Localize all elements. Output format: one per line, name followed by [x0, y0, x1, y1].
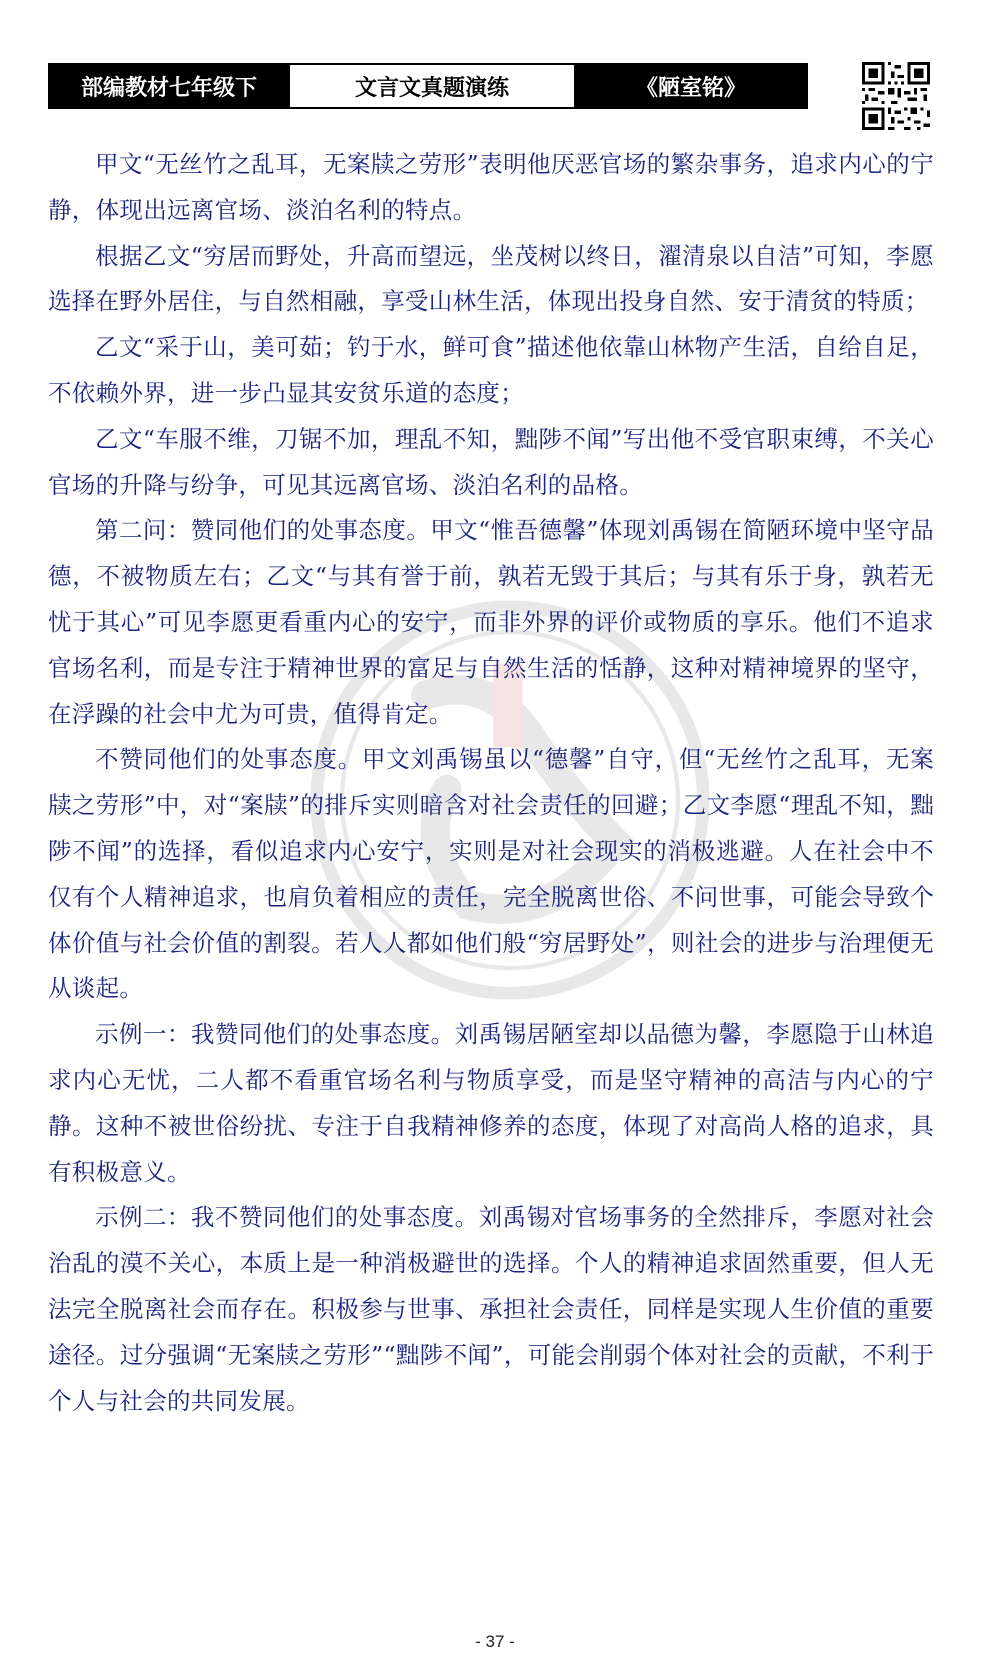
paragraph-2: 根据乙文“穷居而野处，升高而望远，坐茂树以终日，濯清泉以自洁”可知，李愿选择在野外居住，与自然相融，享受山林生活，体现出投身自然、安于清贫的特质； [48, 241, 934, 316]
page-number: - 37 - [475, 1632, 515, 1651]
paragraph-7: 示例一：我赞同他们的处事态度。刘禹锡居陋室却以品德为馨，李愿隐于山林追求内心无忧，二人都不看重官场名利与物质享受，而是坚守精神的高洁与内心的宁静。这种不被世俗纷扰、专注于自我精神修养的态度，体现了对高尚人格的追求，具有积极意义。 [48, 1020, 934, 1186]
header-lesson-title: 《陋室铭》 [576, 65, 806, 107]
paragraph-3: 乙文“采于山，美可茹；钓于水，鲜可食”描述他依靠山林物产生活，自给自足，不依赖外界，进一步凸显其安贫乐道的态度； [48, 333, 934, 407]
qr-code-icon [862, 62, 930, 130]
header-grade-label: 部编教材七年级下 [50, 65, 288, 107]
paragraph-4: 乙文“车服不维，刀锯不加，理乱不知，黜陟不闻”写出他不受官职束缚，不关心官场的升降与纷争，可见其远离官场、淡泊名利的品格。 [48, 424, 934, 499]
header-bar [48, 63, 808, 109]
paragraph-5: 第二问：赞同他们的处事态度。甲文“惟吾德馨”体现刘禹锡在简陋环境中坚守品德，不被物质左右；乙文“与其有誉于前，孰若无毁于其后；与其有乐于身，孰若无忧于其心”可见李愿更看重内心的安宁，而非外界的评价或物质的享乐。他们不追求官场名利，而是专注于精神世界的富足与自然生活的恬静，这种对精神境界的坚守，在浮躁的社会中尤为可贵，值得肯定。 [48, 516, 934, 728]
paragraph-8: 示例二：我不赞同他们的处事态度。刘禹锡对官场事务的全然排斥，李愿对社会治乱的漠不关心，本质上是一种消极避世的选择。个人的精神追求固然重要，但人无法完全脱离社会而存在。积极参与世事、承担社会责任，同样是实现人生价值的重要途径。过分强调“无案牍之劳形”“黜陟不闻”，可能会削弱个体对社会的贡献，不利于个人与社会的共同发展。 [48, 1203, 934, 1415]
paragraph-1: 甲文“无丝竹之乱耳，无案牍之劳形”表明他厌恶官场的繁杂事务，追求内心的宁静，体现出远离官场、淡泊名利的特点。 [48, 150, 934, 224]
paragraph-6: 不赞同他们的处事态度。甲文刘禹锡虽以“德馨”自守，但“无丝竹之乱耳，无案牍之劳形”中，对“案牍”的排斥实则暗含对社会责任的回避；乙文李愿“理乱不知，黜陟不闻”的选择，看似追求内心安宁，实则是对社会现实的消极逃避。人在社会中不仅有个人精神追求，也肩负着相应的责任，完全脱离世俗、不问世事，可能会导致个体价值与社会价值的割裂。若人人都如他们般“穷居野处”，则社会的进步与治理便无从谈起。 [48, 745, 934, 1003]
answer-content [48, 142, 934, 1424]
header-section-title: 文言文真题演练 [288, 65, 576, 107]
